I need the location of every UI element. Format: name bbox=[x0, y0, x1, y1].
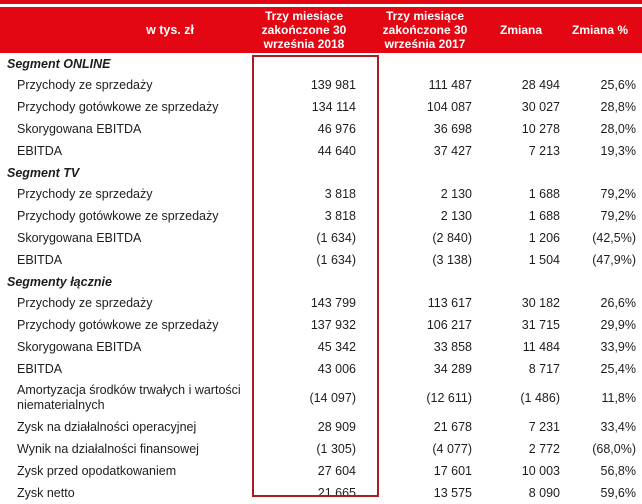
row-label: Skorygowana EBITDA bbox=[17, 230, 142, 245]
table-body bbox=[0, 53, 642, 504]
value-cell: 113 617 bbox=[427, 296, 472, 310]
table-row bbox=[0, 482, 642, 504]
value-cell: 7 213 bbox=[528, 144, 560, 158]
column-header-unit bbox=[0, 7, 252, 53]
value-cell: 37 427 bbox=[433, 144, 472, 158]
value-cell: 30 182 bbox=[521, 296, 560, 310]
value-cell: 11,8% bbox=[601, 391, 636, 405]
value-cell: 3 818 bbox=[324, 209, 356, 223]
row-label: Wynik na działalności finansowej bbox=[17, 441, 199, 456]
table-row bbox=[0, 249, 642, 271]
value-cell: 30 027 bbox=[521, 100, 560, 114]
table-row bbox=[0, 183, 642, 205]
value-cell: 56,8% bbox=[600, 464, 636, 478]
value-cell: (4 077) bbox=[432, 442, 472, 456]
value-cell: (47,9%) bbox=[592, 253, 636, 267]
value-cell: (12 611) bbox=[426, 391, 472, 405]
section-title: Segmenty łącznie bbox=[7, 274, 112, 289]
value-cell: 2 772 bbox=[528, 442, 560, 456]
value-cell: 1 206 bbox=[528, 231, 560, 245]
row-label: EBITDA bbox=[17, 252, 63, 267]
value-cell: 28,0% bbox=[600, 122, 636, 136]
value-cell: 33,4% bbox=[600, 420, 636, 434]
table-row bbox=[0, 314, 642, 336]
value-cell: 21 678 bbox=[433, 420, 472, 434]
table-row bbox=[0, 380, 642, 416]
row-label: Skorygowana EBITDA bbox=[17, 121, 142, 136]
row-label: EBITDA bbox=[17, 143, 63, 158]
value-cell: 11 484 bbox=[522, 340, 560, 354]
value-cell: 28,8% bbox=[600, 100, 636, 114]
value-cell: 33 858 bbox=[433, 340, 472, 354]
value-cell: (14 097) bbox=[309, 391, 356, 405]
top-accent-bar bbox=[0, 0, 642, 4]
table-row bbox=[0, 416, 642, 438]
value-cell: 28 909 bbox=[317, 420, 356, 434]
column-header-period-2018: Trzy miesiące zakończone 30 września 2018 bbox=[252, 7, 378, 53]
value-cell: (2 840) bbox=[432, 231, 472, 245]
value-cell: 25,4% bbox=[600, 362, 636, 376]
table-row bbox=[0, 118, 642, 140]
value-cell: 33,9% bbox=[600, 340, 636, 354]
table-row bbox=[0, 205, 642, 227]
value-cell: 2 130 bbox=[440, 187, 472, 201]
row-label: Amortyzacja środków trwałych i wartości niematerialnych bbox=[17, 383, 241, 412]
table-row bbox=[0, 140, 642, 162]
value-cell: (1 486) bbox=[520, 391, 560, 405]
section-title: Segment ONLINE bbox=[7, 56, 111, 71]
value-cell: 137 932 bbox=[310, 318, 356, 332]
value-cell: 45 342 bbox=[317, 340, 356, 354]
value-cell: 8 717 bbox=[528, 362, 560, 376]
value-cell: 36 698 bbox=[433, 122, 472, 136]
value-cell: 1 688 bbox=[528, 187, 560, 201]
value-cell: 3 818 bbox=[324, 187, 356, 201]
value-cell: (1 634) bbox=[316, 253, 356, 267]
value-cell: 29,9% bbox=[600, 318, 636, 332]
table-row bbox=[0, 460, 642, 482]
unit-label: w tys. zł bbox=[146, 23, 194, 37]
header-row bbox=[0, 7, 642, 53]
value-cell: 139 981 bbox=[310, 78, 356, 92]
value-cell: 143 799 bbox=[310, 296, 356, 310]
row-label: Przychody gotówkowe ze sprzedaży bbox=[17, 208, 219, 223]
column-header-change-percent: Zmiana % bbox=[564, 7, 642, 53]
section-title: Segment TV bbox=[7, 165, 80, 180]
row-label: Przychody gotówkowe ze sprzedaży bbox=[17, 317, 219, 332]
value-cell: 7 231 bbox=[528, 420, 560, 434]
value-cell: 134 114 bbox=[311, 100, 356, 114]
value-cell: 31 715 bbox=[521, 318, 560, 332]
value-cell: 79,2% bbox=[600, 187, 636, 201]
value-cell: 27 604 bbox=[317, 464, 356, 478]
value-cell: 111 487 bbox=[428, 78, 472, 92]
column-header-period-2017: Trzy miesiące zakończone 30 września 2017 bbox=[378, 7, 482, 53]
row-label: Przychody gotówkowe ze sprzedaży bbox=[17, 99, 219, 114]
value-cell: 46 976 bbox=[317, 122, 356, 136]
row-label: EBITDA bbox=[17, 361, 63, 376]
row-label: Przychody ze sprzedaży bbox=[17, 186, 153, 201]
value-cell: 26,6% bbox=[600, 296, 636, 310]
value-cell: 1 688 bbox=[528, 209, 560, 223]
row-label: Zysk przed opodatkowaniem bbox=[17, 463, 177, 478]
value-cell: 2 130 bbox=[440, 209, 472, 223]
value-cell: 44 640 bbox=[317, 144, 356, 158]
value-cell: 8 090 bbox=[528, 486, 560, 500]
value-cell: 10 003 bbox=[521, 464, 560, 478]
value-cell: (1 634) bbox=[316, 231, 356, 245]
section-header-row bbox=[0, 53, 642, 74]
value-cell: 28 494 bbox=[521, 78, 560, 92]
value-cell: (1 305) bbox=[316, 442, 356, 456]
section-header-row bbox=[0, 271, 642, 292]
value-cell: 106 217 bbox=[426, 318, 472, 332]
table-row bbox=[0, 336, 642, 358]
segment-results-table bbox=[0, 7, 642, 504]
row-label: Skorygowana EBITDA bbox=[17, 339, 142, 354]
value-cell: 17 601 bbox=[433, 464, 472, 478]
table-row bbox=[0, 227, 642, 249]
value-cell: 79,2% bbox=[600, 209, 636, 223]
table-row bbox=[0, 292, 642, 314]
value-cell: 59,6% bbox=[600, 486, 636, 500]
value-cell: (3 138) bbox=[432, 253, 472, 267]
value-cell: 25,6% bbox=[600, 78, 636, 92]
row-label: Zysk netto bbox=[17, 485, 75, 500]
column-header-change: Zmiana bbox=[482, 7, 564, 53]
row-label: Zysk na działalności operacyjnej bbox=[17, 419, 197, 434]
value-cell: (42,5%) bbox=[592, 231, 636, 245]
table-row bbox=[0, 96, 642, 118]
value-cell: 34 289 bbox=[433, 362, 472, 376]
value-cell: 21 665 bbox=[317, 486, 356, 500]
table-row bbox=[0, 74, 642, 96]
table-row bbox=[0, 438, 642, 460]
table-row bbox=[0, 358, 642, 380]
table-header bbox=[0, 7, 642, 53]
value-cell: 19,3% bbox=[600, 144, 636, 158]
value-cell: 104 087 bbox=[426, 100, 472, 114]
row-label: Przychody ze sprzedaży bbox=[17, 295, 153, 310]
section-header-row bbox=[0, 162, 642, 183]
value-cell: 43 006 bbox=[317, 362, 356, 376]
row-label: Przychody ze sprzedaży bbox=[17, 77, 153, 92]
value-cell: 10 278 bbox=[521, 122, 560, 136]
value-cell: 13 575 bbox=[433, 486, 472, 500]
value-cell: 1 504 bbox=[528, 253, 560, 267]
value-cell: (68,0%) bbox=[592, 442, 636, 456]
